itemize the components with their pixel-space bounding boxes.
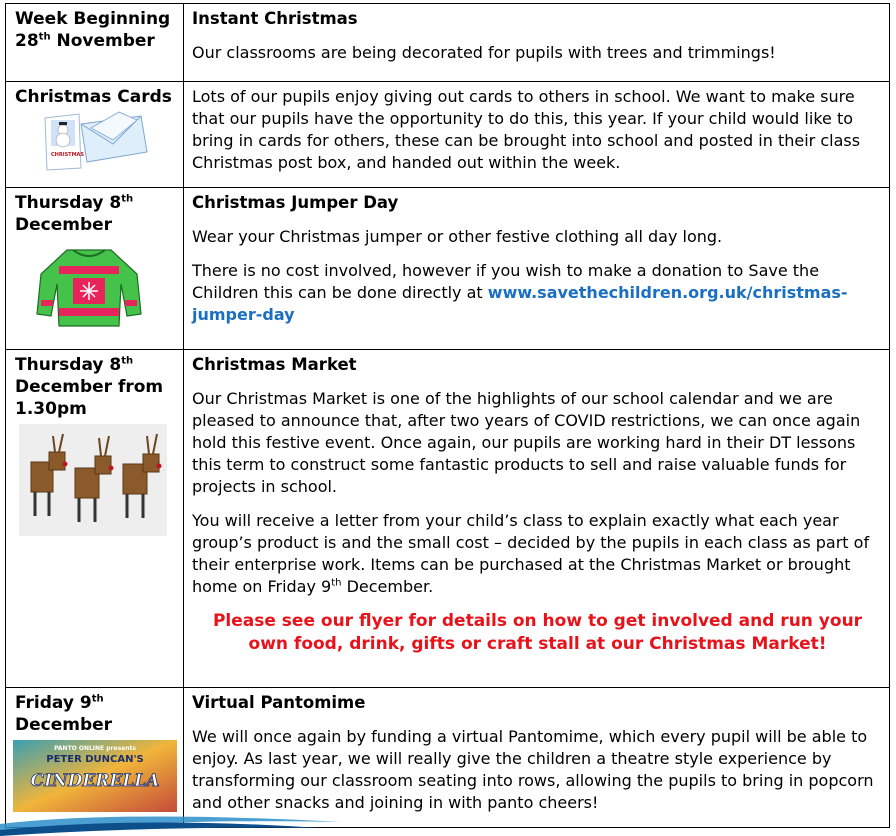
content-cell — [184, 4, 890, 82]
poster-title: CINDERELLA — [30, 771, 160, 791]
section-text: We will once again by funding a virtual Pantomime, which every pupil will be able to enjoy. As last year, we will really give the children a theatre style experience by transforming our classroom seating into rows, allowing the pupils to bring in popcorn and other snacks and joining in with panto cheers! — [192, 727, 874, 812]
flyer-notice: Please see our flyer for details on how to get involved and run your own food, drink, gifts or craft stall at our Christmas Market! — [212, 611, 863, 654]
donation-link[interactable]: www.savethechildren.org.uk/christmas-jumper-day — [192, 283, 848, 324]
poster-name: PETER DUNCAN'S — [46, 754, 144, 765]
date-month: November — [50, 31, 155, 51]
row-christmas-cards — [6, 82, 890, 188]
date-day: Friday 9 — [15, 693, 92, 713]
date-label: Week Beginning — [15, 9, 171, 29]
section-title: Christmas Jumper Day — [192, 193, 399, 212]
card-caption: CHRISTMAS — [51, 152, 85, 158]
reindeer-crafts-image — [19, 424, 167, 536]
decorative-wave — [0, 806, 340, 836]
row-instant-christmas — [6, 4, 890, 82]
section-text — [192, 260, 883, 326]
section-text: Wear your Christmas jumper or other festive clothing all day long. — [192, 227, 723, 246]
section-title: Virtual Pantomime — [192, 693, 366, 712]
poster-subtitle: PANTO ONLINE presents — [54, 745, 136, 752]
date-suffix: th — [121, 193, 134, 205]
newsletter-table — [5, 3, 890, 828]
date-month: December — [15, 215, 113, 235]
christmas-jumper-image — [33, 244, 145, 330]
content-cell — [184, 82, 890, 188]
section-title: Instant Christmas — [192, 9, 358, 28]
date-cell — [6, 350, 184, 688]
row-christmas-jumper-day — [6, 188, 890, 350]
section-title: Christmas Market — [192, 355, 357, 374]
pantomime-poster-image — [13, 740, 177, 812]
date-month: December from 1.30pm — [15, 377, 164, 419]
content-cell — [184, 188, 890, 350]
content-cell — [184, 350, 890, 688]
section-text: Our Christmas Market is one of the highlights of our school calendar and we are pleased to announce that, after two years of COVID restrictions, we can once again hold this festive event. Once again, our pupils are working hard in their DT lessons this term to construct some fantastic products to sell and raise valuable funds for projects in school. — [192, 389, 861, 496]
section-text: Lots of our pupils enjoy giving out cards to others in school. We want to make sure that our pupils have the opportunity to do this, this year. If your child would like to bring in cards for others, these can be brought into school and posted in their class Christmas post box, and handed out within the week. — [192, 87, 861, 172]
christmas-card-image — [41, 110, 151, 172]
date-day: Thursday 8 — [15, 193, 122, 213]
row-christmas-market — [6, 350, 890, 688]
section-text: You will receive a letter from your child’s class to explain exactly what each year group’s product is and the small cost – decided by the pupils in each class as part of their enterprise work. Items can be purchased at the Christmas Market or brought home on Friday 9th December. — [192, 511, 870, 596]
date-cell — [6, 4, 184, 82]
date-day: Thursday 8 — [15, 355, 122, 375]
date-cell — [6, 82, 184, 188]
date-cell — [6, 188, 184, 350]
section-text: Our classrooms are being decorated for pupils with trees and trimmings! — [192, 43, 776, 62]
date-day: 28 — [15, 31, 39, 51]
date-suffix: th — [91, 693, 104, 705]
donation-text: There is no cost involved, however if you wish to make a donation to Save the Children this can be done directly at — [192, 261, 820, 302]
date-suffix: th — [121, 355, 134, 367]
section-label: Christmas Cards — [15, 87, 172, 107]
date-month: December — [15, 715, 113, 735]
date-suffix: th — [38, 31, 51, 43]
